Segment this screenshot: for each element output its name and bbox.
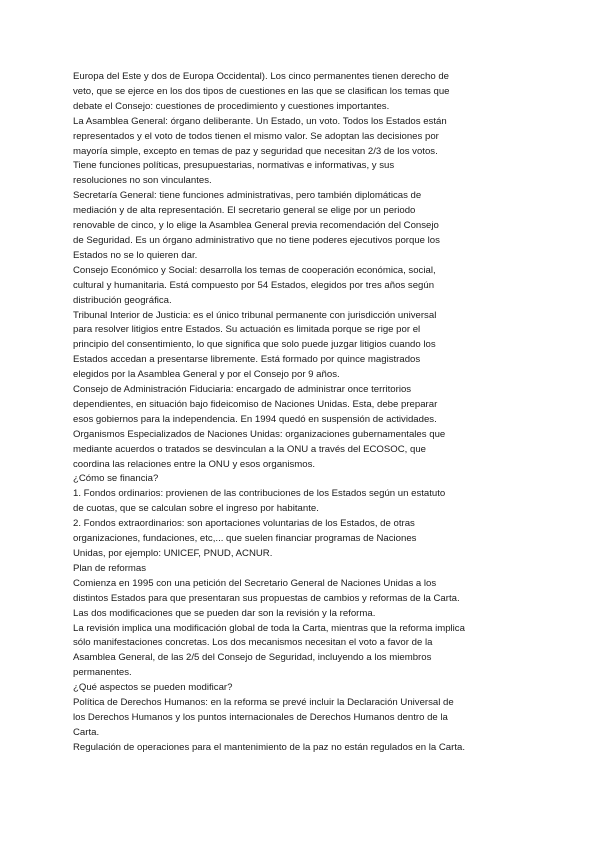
text-line: coordina las relaciones entre la ONU y esos organismos. bbox=[73, 458, 316, 470]
text-line: para resolver litigios entre Estados. Su actuación es limitada porque se rige por el bbox=[73, 324, 421, 336]
text-line: resoluciones no son vinculantes. bbox=[73, 175, 212, 187]
text-line: mediante acuerdos o tratados se desvinculan a la ONU a través del ECOSOC, que bbox=[73, 443, 427, 455]
text-line: Regulación de operaciones para el mantenimiento de la paz no están regulados en la Carta. bbox=[73, 741, 465, 753]
text-line: renovable de cinco, y lo elige la Asamblea General previa recomendación del Consejo bbox=[73, 220, 439, 232]
text-line: distintos Estados para que presentaran sus propuestas de cambios y reformas de la Carta. bbox=[73, 592, 460, 604]
text-line: cultural y humanitaria. Está compuesto por 54 Estados, elegidos por tres años según bbox=[73, 279, 435, 291]
text-line: permanentes. bbox=[73, 667, 132, 679]
text-line: dependientes, en situación bajo fideicomiso de Naciones Unidas. Esta, debe preparar bbox=[73, 398, 438, 410]
text-line: Comienza en 1995 con una petición del Secretario General de Naciones Unidas a los bbox=[73, 577, 437, 589]
text-line: Plan de reformas bbox=[73, 562, 147, 574]
text-line: ¿Qué aspectos se pueden modificar? bbox=[73, 682, 233, 694]
text-line: distribución geográfica. bbox=[73, 294, 172, 306]
text-line: elegidos por la Asamblea General y por el Consejo por 9 años. bbox=[73, 369, 340, 381]
text-line: Política de Derechos Humanos: en la reforma se prevé incluir la Declaración Universal de bbox=[73, 697, 454, 709]
text-line: Organismos Especializados de Naciones Unidas: organizaciones gubernamentales que bbox=[73, 428, 446, 440]
text-line: mayoría simple, excepto en temas de paz y seguridad que necesitan 2/3 de los votos. bbox=[73, 145, 438, 157]
text-line: Carta. bbox=[73, 726, 100, 738]
text-line: 1. Fondos ordinarios: provienen de las contribuciones de los Estados según un estatuto bbox=[73, 488, 446, 500]
text-line: esos gobiernos para la independencia. En 1994 quedó en suspensión de actividades. bbox=[73, 413, 437, 425]
text-line: Secretaría General: tiene funciones administrativas, pero también diplomáticas de bbox=[73, 190, 422, 202]
text-line: Asamblea General, de las 2/5 del Consejo de Seguridad, incluyendo a los miembros bbox=[73, 652, 432, 664]
text-line: mediación y de alta representación. El secretario general se elige por un periodo bbox=[73, 205, 416, 217]
text-line: La revisión implica una modificación global de toda la Carta, mientras que la reforma implica bbox=[73, 622, 465, 634]
text-line: Consejo de Administración Fiduciaria: encargado de administrar once territorios bbox=[73, 384, 412, 396]
text-line: Consejo Económico y Social: desarrolla los temas de cooperación económica, social, bbox=[73, 264, 436, 276]
text-line: Las dos modificaciones que se pueden dar son la revisión y la reforma. bbox=[73, 607, 376, 619]
text-line: de Seguridad. Es un órgano administrativo que no tiene poderes ejecutivos porque los bbox=[73, 234, 440, 246]
text-line: los Derechos Humanos y los puntos internacionales de Derechos Humanos dentro de la bbox=[73, 711, 448, 723]
text-line: ¿Cómo se financia? bbox=[73, 473, 159, 485]
text-line: organizaciones, fundaciones, etc,... que suelen financiar programas de Naciones bbox=[73, 533, 417, 545]
text-line: Tribunal Interior de Justicia: es el único tribunal permanente con jurisdicción universal bbox=[73, 309, 437, 321]
text-line: Estados accedan a presentarse libremente. Está formado por quince magistrados bbox=[73, 354, 421, 366]
document-body bbox=[73, 70, 533, 756]
text-line: La Asamblea General: órgano deliberante. Un Estado, un voto. Todos los Estados están bbox=[73, 115, 447, 127]
text-line: 2. Fondos extraordinarios: son aportaciones voluntarias de los Estados, de otras bbox=[73, 518, 415, 530]
text-line: de cuotas, que se calculan sobre el ingreso por habitante. bbox=[73, 503, 319, 515]
text-line: Unidas, por ejemplo: UNICEF, PNUD, ACNUR. bbox=[73, 548, 273, 559]
text-line: veto, que se ejerce en los dos tipos de cuestiones en las que se clasifican los temas que bbox=[73, 85, 450, 97]
text-line: representados y el voto de todos tienen el mismo valor. Se adoptan las decisiones por bbox=[73, 130, 439, 142]
text-line: Tiene funciones políticas, presupuestarias, normativas e informativas, y sus bbox=[73, 160, 395, 172]
text-line: debate el Consejo: cuestiones de procedimiento y cuestiones importantes. bbox=[73, 100, 390, 112]
text-line: sólo manifestaciones concretas. Los dos mecanismos necesitan el voto a favor de la bbox=[73, 637, 433, 649]
text-line: Estados no se lo quieren dar. bbox=[73, 249, 198, 261]
text-line: Europa del Este y dos de Europa Occidental). Los cinco permanentes tienen derecho de bbox=[73, 71, 449, 82]
text-line: principio del consentimiento, lo que significa que solo puede juzgar litigios cuando los bbox=[73, 339, 436, 351]
